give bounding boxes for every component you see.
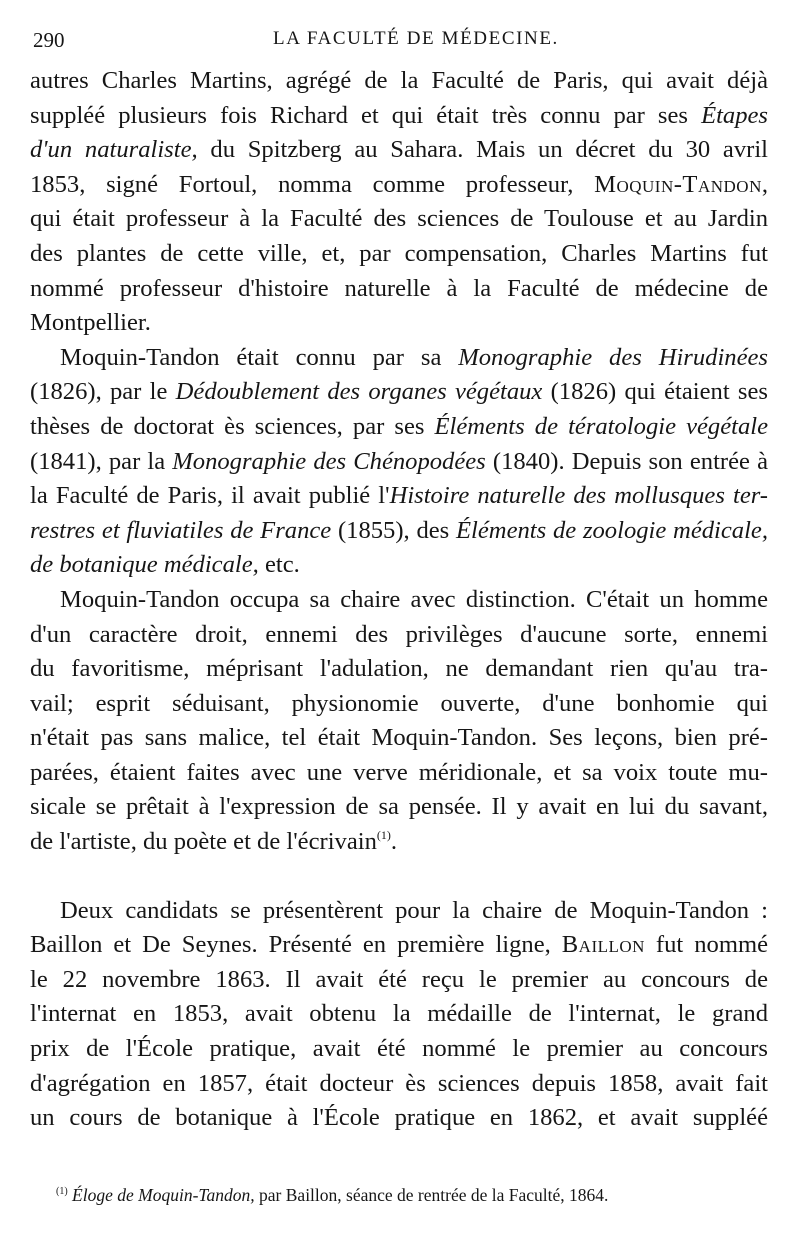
- text-line: Moquin-Tandon était connu par sa Monographie des Hirudinées: [60, 343, 768, 371]
- book-title: Histoire naturelle des mollusques ter-: [389, 482, 768, 510]
- text-line: restres et fluviatiles de France (1855), des Éléments de zoologie médicale,: [30, 516, 768, 544]
- book-title: Dédoublement des organes végétaux: [175, 378, 543, 406]
- text-line: de l'artiste, du poète et de l'écrivain$^{(1)}$.: [30, 828, 398, 856]
- text-line: d'agrégation en 1857, était docteur ès sciences depuis 1858, avait fait: [30, 1069, 768, 1097]
- book-title: de botanique médicale,: [30, 551, 259, 579]
- person-name: Baillon: [561, 931, 645, 959]
- footnote-marker: (1): [56, 1186, 68, 1197]
- text-line: suppléé plusieurs fois Richard et qui était très connu par ses Étapes: [30, 101, 768, 129]
- text-line: vail; esprit séduisant, physionomie ouverte, d'une bonhomie qui: [30, 689, 768, 717]
- text-line: de botanique médicale, etc.: [30, 551, 300, 579]
- text-line: d'un caractère droit, ennemi des privilèges d'aucune sorte, ennemi: [30, 620, 768, 648]
- text-line: le 22 novembre 1863. Il avait été reçu le premier au concours de: [30, 965, 768, 993]
- text-line: la Faculté de Paris, il avait publié l'Histoire naturelle des mollusques ter-: [30, 482, 768, 510]
- footnote-title: Éloge de Moquin-Tandon,: [72, 1185, 255, 1205]
- text-line: autres Charles Martins, agrégé de la Faculté de Paris, qui avait déjà: [30, 67, 768, 94]
- text-line: un cours de botanique à l'École pratique en 1862, et avait suppléé: [30, 1104, 768, 1132]
- text-line: Moquin-Tandon occupa sa chaire avec distinction. C'était un homme: [60, 585, 768, 613]
- text-line: Baillon et De Seynes. Présenté en première ligne, Baillon fut nommé: [30, 931, 768, 959]
- text-line: thèses de doctorat ès sciences, par ses Éléments de tératologie végétale: [30, 412, 768, 440]
- text-line: sicale se prêtait à l'expression de sa pensée. Il y avait en lui du savant,: [30, 793, 768, 821]
- text-line: du favoritisme, méprisant l'adulation, ne demandant rien qu'au tra-: [30, 655, 768, 683]
- footnote: [56, 1185, 608, 1206]
- page-number: 290: [33, 28, 65, 52]
- text-line: des plantes de cette ville, et, par compensation, Charles Martins fut: [30, 239, 768, 267]
- book-title: Étapes: [701, 101, 768, 129]
- person-name: Moquin-Tandon: [594, 170, 762, 198]
- text-line: prix de l'École pratique, avait été nommé le premier au concours: [30, 1035, 768, 1063]
- book-title: Éléments de zoologie médicale,: [456, 516, 768, 544]
- body-text: [30, 64, 768, 1136]
- book-title: d'un naturaliste,: [30, 136, 198, 164]
- text-line: (1826), par le Dédoublement des organes végétaux (1826) qui étaient ses: [30, 378, 768, 406]
- book-title: restres et fluviatiles de France: [30, 516, 332, 544]
- book-title: Monographie des Hirudinées: [458, 343, 768, 371]
- book-title: Éléments de tératologie végétale: [434, 412, 768, 440]
- footnote-text: par Baillon, séance de rentrée de la Faculté, 1864.: [254, 1185, 609, 1205]
- text-line: (1841), par la Monographie des Chénopodées (1840). Depuis son entrée à: [30, 447, 768, 475]
- footnote-reference: (1): [376, 828, 391, 843]
- text-line: Deux candidats se présentèrent pour la chaire de Moquin-Tandon :: [60, 896, 768, 924]
- text-line: qui était professeur à la Faculté des sciences de Toulouse et au Jardin: [30, 205, 768, 233]
- book-title: Monographie des Chénopodées: [172, 447, 486, 475]
- page-header: [33, 28, 773, 52]
- running-title: LA FACULTÉ DE MÉDECINE.: [273, 28, 559, 49]
- text-line: parées, étaient faites avec une verve méridionale, et sa voix toute mu-: [30, 758, 768, 786]
- text-line: l'internat en 1853, avait obtenu la médaille de l'internat, le grand: [30, 1000, 768, 1028]
- text-line: 1853, signé Fortoul, nomma comme professeur, Moquin-Tandon,: [30, 170, 768, 198]
- text-line: Montpellier.: [30, 309, 151, 337]
- text-line: n'était pas sans malice, tel était Moquin-Tandon. Ses leçons, bien pré-: [30, 724, 768, 752]
- text-line: nommé professeur d'histoire naturelle à la Faculté de médecine de: [30, 274, 768, 302]
- text-line: d'un naturaliste, du Spitzberg au Sahara. Mais un décret du 30 avril: [30, 136, 768, 164]
